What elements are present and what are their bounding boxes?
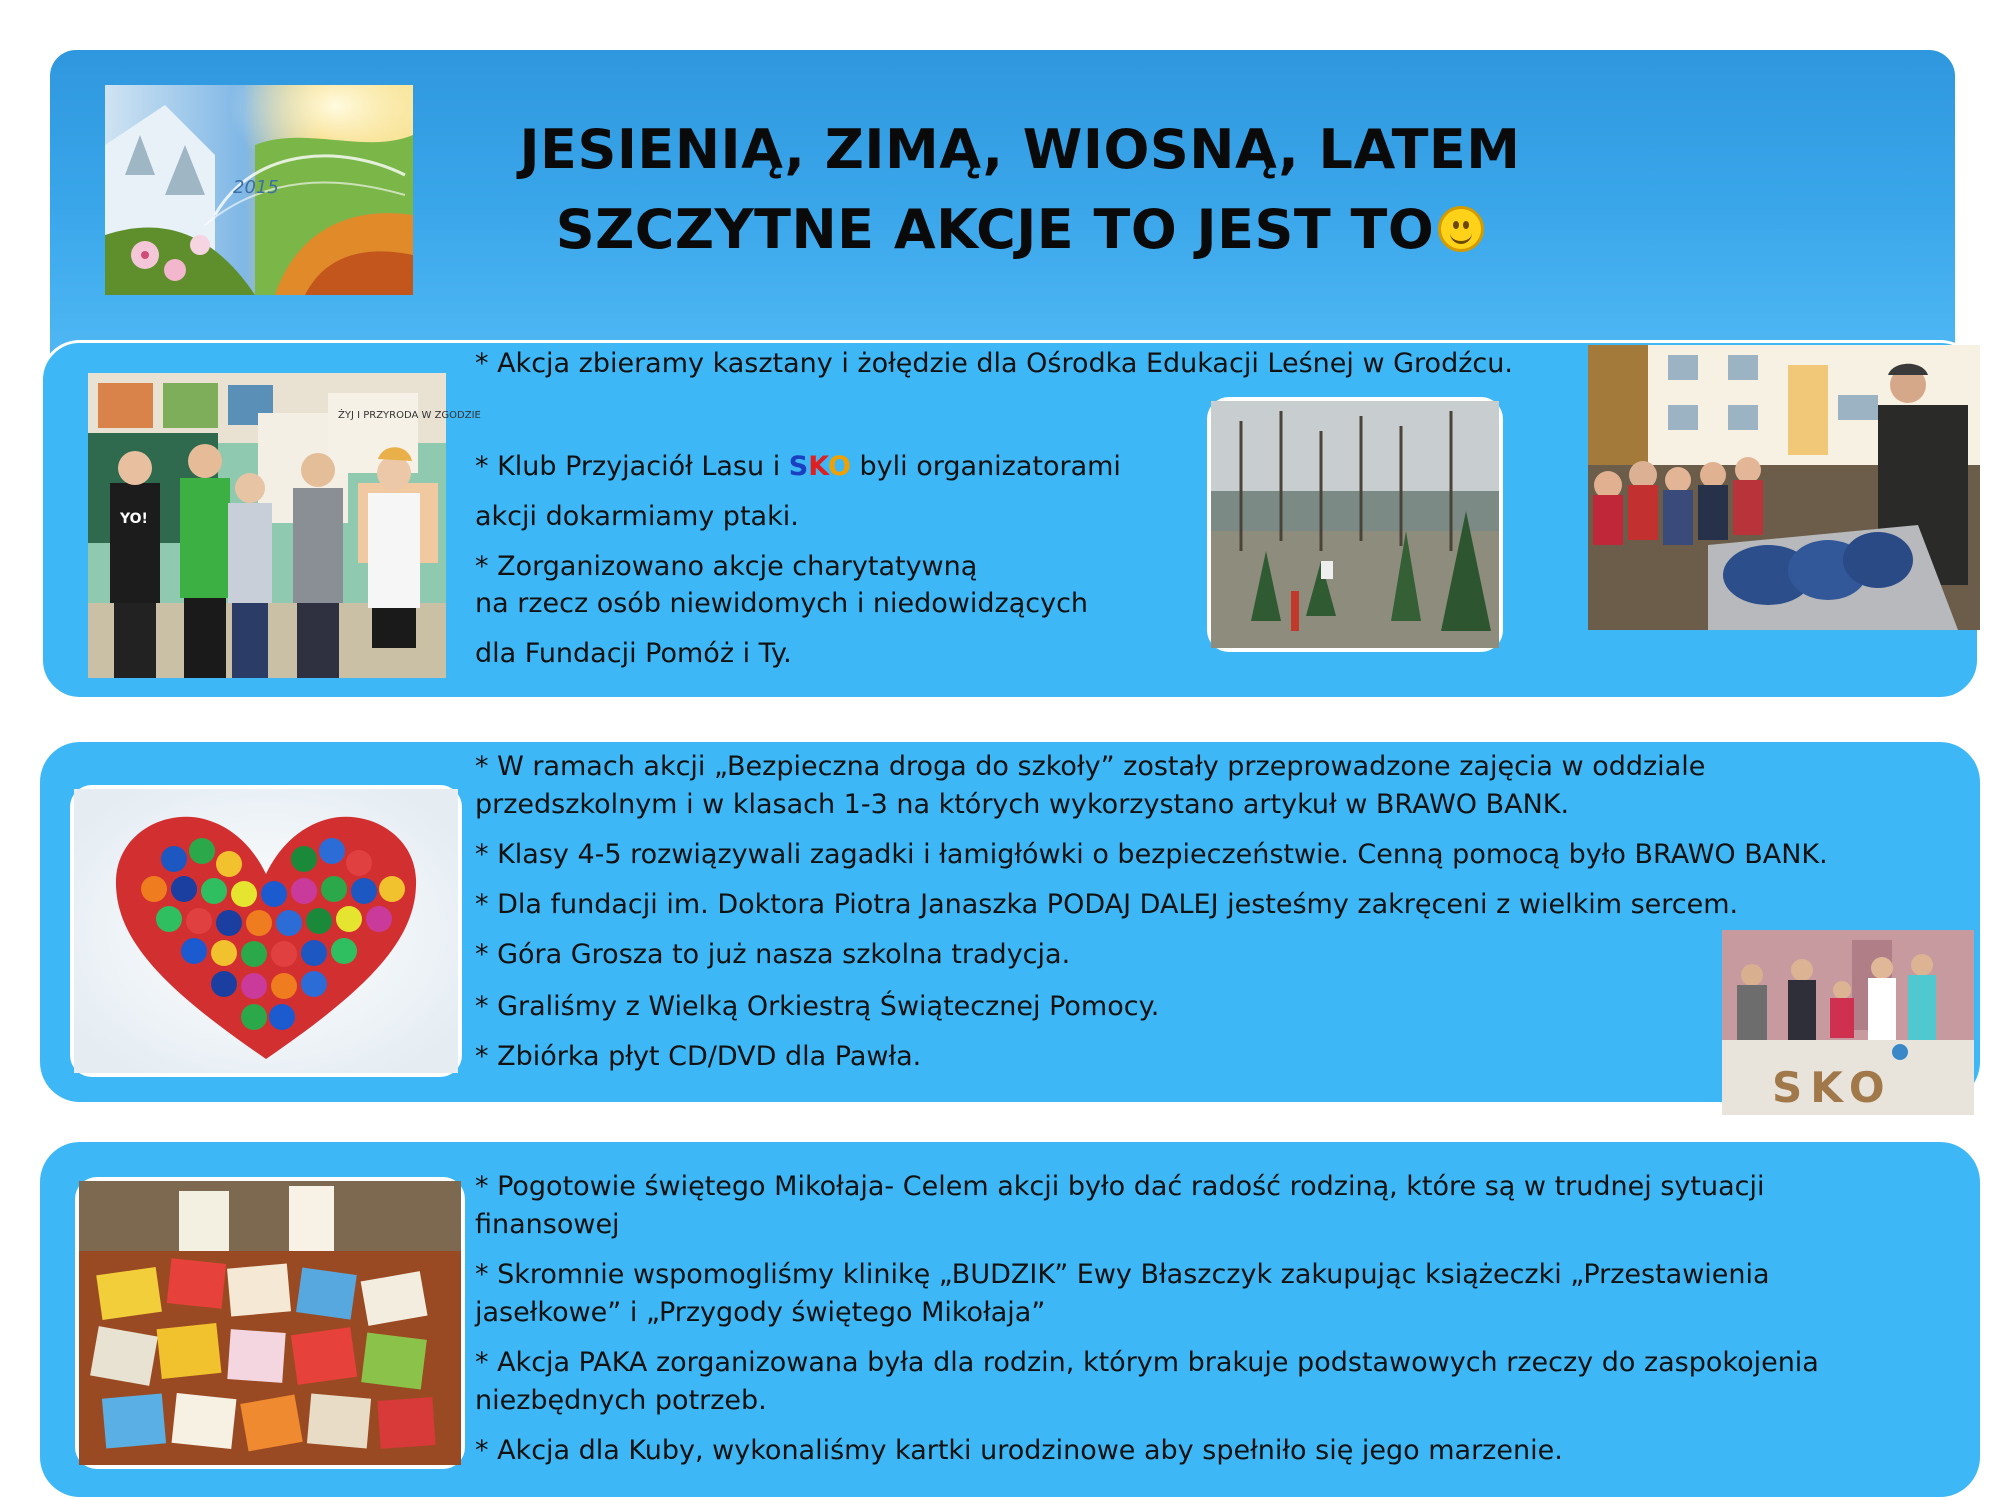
sko-letter-s: S (788, 451, 809, 482)
list-item: * Akcja dla Kuby, wykonaliśmy kartki urodzinowe aby spełniło się jego marzenie. (475, 1435, 1563, 1466)
list-item: * Akcja PAKA zorganizowana była dla rodzin, którym brakuje podstawowych rzeczy do zaspokojenia (475, 1347, 1819, 1378)
seasons-2015-image (105, 85, 413, 295)
shirt-text: YO! (120, 511, 148, 527)
chestnut-collection-photo (1588, 345, 1980, 630)
list-item-continuation: przedszkolnym i w klasach 1-3 na których wykorzystano artykuł w BRAWO BANK. (475, 789, 1570, 820)
greeting-cards-photo (75, 1177, 465, 1469)
list-item-continuation: finansowej (475, 1209, 620, 1240)
list-item-continuation: dla Fundacji Pomóż i Ty. (475, 638, 792, 669)
seasons-year-label: 2015 (233, 177, 279, 198)
smiley-icon (1438, 206, 1484, 252)
list-item: * Pogotowie świętego Mikołaja- Celem akcji było dać radość rodziną, które są w trudnej sytuacji (475, 1171, 1765, 1202)
panel3-text (475, 1168, 1955, 1478)
list-item-text: * Klub Przyjaciół Lasu i (475, 451, 789, 482)
list-item: * Graliśmy z Wielką Orkiestrą Świątecznej Pomocy. (475, 991, 1160, 1022)
list-item: * Góra Grosza to już nasza szkolna tradycja. (475, 939, 1071, 970)
panel2-text (475, 748, 1925, 1088)
bottle-cap-heart-photo (70, 785, 462, 1077)
poster-text: ŻYJ I PRZYRODA W ZGODZIE (338, 410, 481, 421)
title-line-1: JESIENIĄ, ZIMĄ, WIOSNĄ, LATEM (519, 118, 1521, 181)
list-item-continuation: jasełkowe” i „Przygody świętego Mikołaja” (475, 1297, 1046, 1328)
title-line-2 (400, 190, 1640, 270)
sko-letter-k: K (808, 451, 828, 482)
page-title (400, 110, 1640, 270)
list-item: * Zbiórka płyt CD/DVD dla Pawła. (475, 1041, 922, 1072)
sko-coins-photo (1722, 930, 1974, 1115)
list-item-continuation: na rzecz osób niewidomych i niedowidzących (475, 588, 1089, 619)
list-item: * Dla fundacji im. Doktora Piotra Janaszka PODAJ DALEJ jesteśmy zakręceni z wielkim sercem. (475, 889, 1739, 920)
list-item: * Klasy 4-5 rozwiązywali zagadki i łamigłówki o bezpieczeństwie. Cenną pomocą było BRAWO BANK. (475, 839, 1828, 870)
coins-sko-text: SKO (1772, 1063, 1893, 1112)
park-trees-photo (1207, 397, 1503, 652)
list-item: * Akcja zbieramy kasztany i żołędzie dla Ośrodka Edukacji Leśnej w Grodźcu. (475, 348, 1513, 379)
list-item (475, 448, 1121, 486)
title-line-2-text: SZCZYTNE AKCJE TO JEST TO (555, 198, 1435, 261)
students-poster-photo (88, 373, 481, 678)
list-item: * Zorganizowano akcje charytatywną (475, 551, 978, 582)
list-item: * Skromnie wspomogliśmy klinikę „BUDZIK” Ewy Błaszczyk zakupując książeczki „Przestawienia (475, 1259, 1770, 1290)
list-item-continuation: niezbędnych potrzeb. (475, 1385, 767, 1416)
list-item: * W ramach akcji „Bezpieczna droga do szkoły” zostały przeprowadzone zajęcia w oddziale (475, 751, 1706, 782)
list-item-text: byli organizatorami (850, 451, 1121, 482)
sko-letter-o: O (827, 451, 851, 482)
list-item-continuation: akcji dokarmiamy ptaki. (475, 501, 799, 532)
